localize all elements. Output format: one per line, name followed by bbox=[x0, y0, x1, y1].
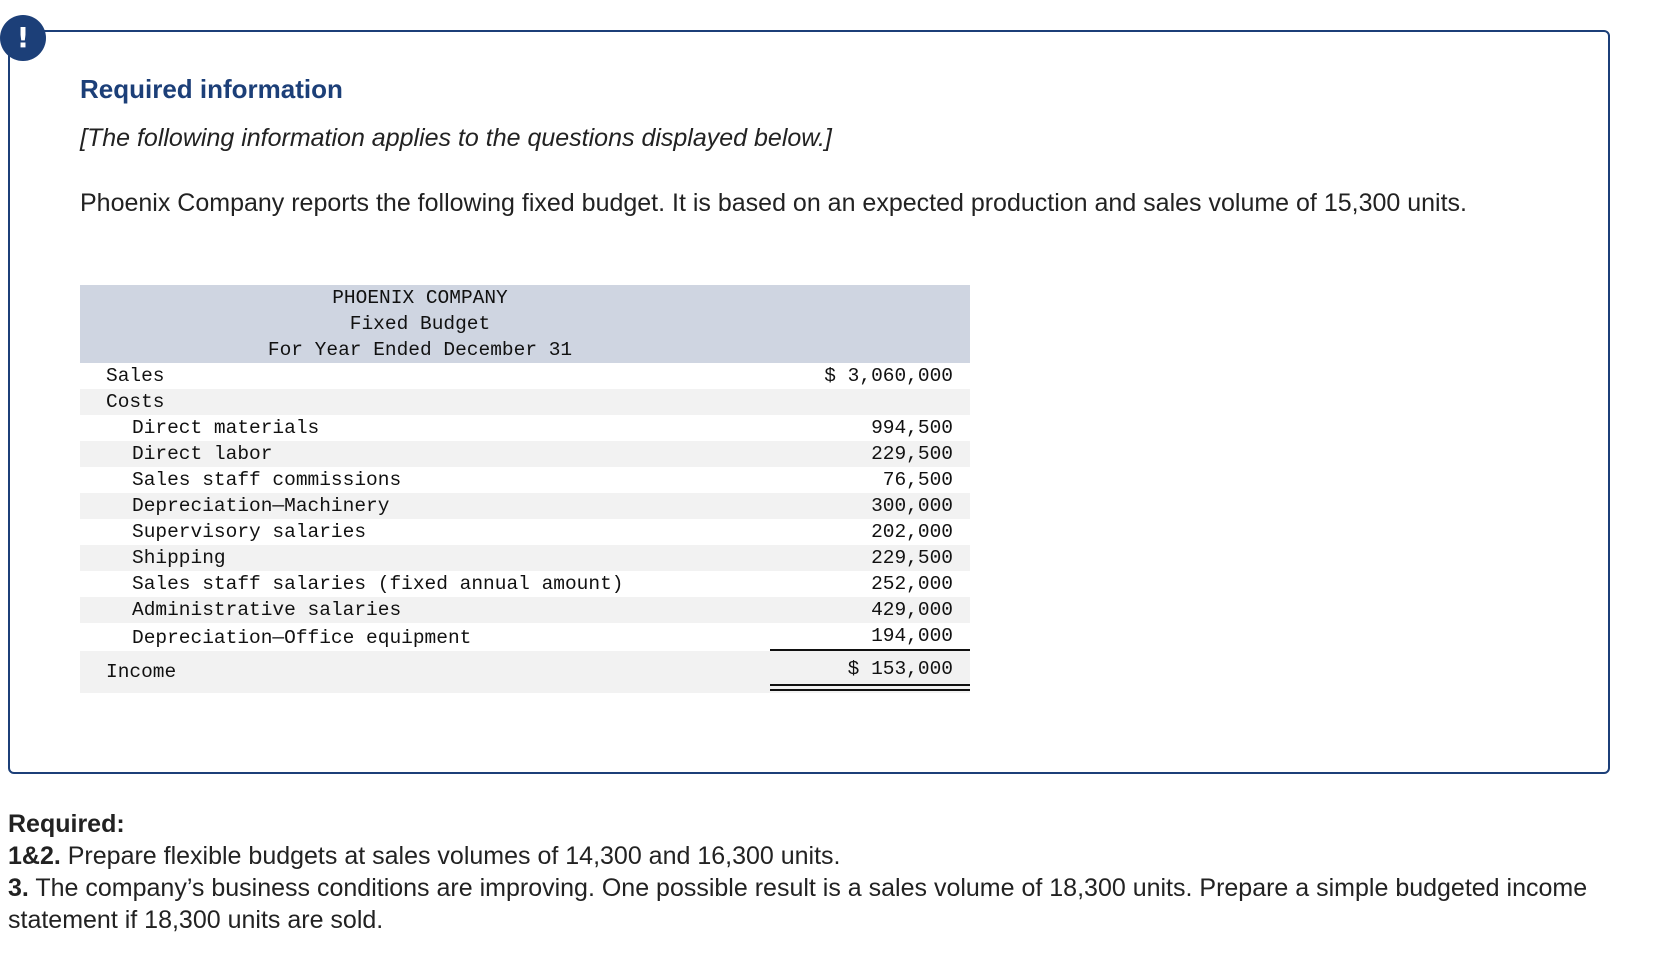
cost-label: Sales staff salaries (fixed annual amount) bbox=[132, 573, 624, 595]
cost-row bbox=[80, 415, 970, 441]
costs-label: Costs bbox=[106, 391, 165, 413]
intro-paragraph: Phoenix Company reports the following fixed budget. It is based on an expected production and sales volume of 15,300 units. bbox=[80, 189, 1467, 217]
cost-amount: 194,000 bbox=[871, 625, 953, 647]
required-information-title: Required information bbox=[80, 74, 343, 104]
required-heading: Required: bbox=[8, 810, 125, 838]
applies-note: [The following information applies to the questions displayed below.] bbox=[80, 124, 832, 152]
cost-row bbox=[80, 441, 970, 467]
cost-label: Depreciation—Office equipment bbox=[132, 627, 472, 649]
income-label: Income bbox=[106, 661, 177, 683]
costs-row bbox=[80, 389, 970, 415]
cost-amount: 994,500 bbox=[871, 417, 953, 439]
cost-row bbox=[80, 545, 970, 571]
cost-label: Direct materials bbox=[132, 417, 320, 439]
cost-row bbox=[80, 623, 970, 651]
income-row bbox=[80, 651, 970, 693]
required-item-text: The company’s business conditions are improving. One possible result is a sales volume of 18,300 units. Prepare a simple budgeted income statement if 18,300 units are sold. bbox=[8, 874, 1588, 934]
cost-row bbox=[80, 519, 970, 545]
alert-icon: ! bbox=[0, 15, 46, 61]
required-item-number: 3. bbox=[8, 874, 29, 902]
required-section bbox=[8, 808, 1648, 936]
statement-name: Fixed Budget bbox=[349, 313, 491, 335]
required-item-number: 1&2. bbox=[8, 842, 61, 870]
cost-amount: 229,500 bbox=[871, 547, 953, 569]
cost-label: Supervisory salaries bbox=[132, 521, 367, 543]
cost-row bbox=[80, 493, 970, 519]
sales-row bbox=[80, 363, 970, 389]
cost-row bbox=[80, 467, 970, 493]
budget-header bbox=[80, 285, 970, 363]
sales-label: Sales bbox=[106, 365, 165, 387]
cost-amount: 229,500 bbox=[871, 443, 953, 465]
cost-label: Sales staff commissions bbox=[132, 469, 402, 491]
statement-period: For Year Ended December 31 bbox=[267, 339, 573, 361]
sales-amount: $ 3,060,000 bbox=[824, 365, 953, 387]
cost-amount: 252,000 bbox=[871, 573, 953, 595]
company-name: PHOENIX COMPANY bbox=[332, 287, 508, 309]
required-item-1 bbox=[8, 840, 1648, 872]
total-double-rule bbox=[770, 684, 970, 691]
cost-amount: 300,000 bbox=[871, 495, 953, 517]
cost-row bbox=[80, 597, 970, 623]
cost-amount: 429,000 bbox=[871, 599, 953, 621]
required-item-text: Prepare flexible budgets at sales volumes of 14,300 and 16,300 units. bbox=[60, 842, 841, 870]
cost-label: Administrative salaries bbox=[132, 599, 402, 621]
fixed-budget-table bbox=[80, 285, 970, 693]
cost-amount: 76,500 bbox=[882, 469, 953, 491]
required-item-3 bbox=[8, 872, 1648, 936]
cost-amount: 202,000 bbox=[871, 521, 953, 543]
income-amount: $ 153,000 bbox=[847, 658, 953, 680]
cost-row bbox=[80, 571, 970, 597]
cost-label: Depreciation—Machinery bbox=[132, 495, 390, 517]
cost-label: Direct labor bbox=[132, 443, 273, 465]
cost-label: Shipping bbox=[132, 547, 226, 569]
